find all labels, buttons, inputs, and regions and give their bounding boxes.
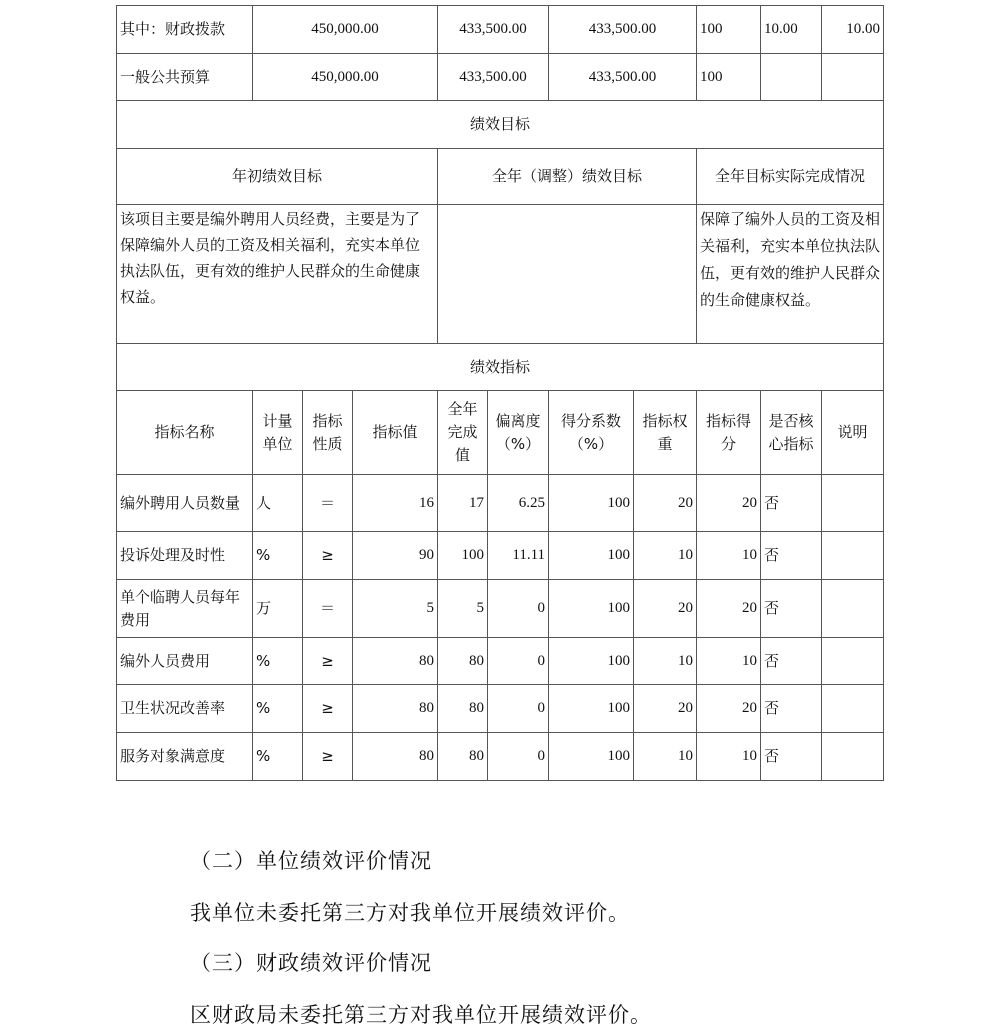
indicator-actual: 80: [438, 638, 488, 685]
indicator-name: 编外人员费用: [117, 638, 253, 685]
funding-value: [761, 54, 822, 101]
funding-value: 433,500.00: [438, 54, 549, 101]
goals-col-adjusted: 全年（调整）绩效目标: [438, 149, 697, 205]
indicators-section-title: 绩效指标: [117, 344, 884, 391]
indicator-target: 5: [353, 580, 438, 638]
indicator-target: 80: [353, 638, 438, 685]
indicator-deviation: 6.25: [488, 475, 549, 532]
indicator-deviation: 0: [488, 638, 549, 685]
indicator-coef: 100: [549, 532, 634, 580]
goals-adjusted-text: [438, 205, 697, 344]
indicator-unit: 万: [253, 580, 303, 638]
funding-value: 10.00: [822, 6, 884, 54]
table-row: [117, 685, 884, 733]
funding-value: 100: [697, 6, 761, 54]
funding-value: 100: [697, 54, 761, 101]
indicator-coef: 100: [549, 580, 634, 638]
indicator-actual: 17: [438, 475, 488, 532]
funding-row-general: [117, 54, 884, 101]
indicator-weight: 20: [634, 475, 697, 532]
goals-col-actual: 全年目标实际完成情况: [697, 149, 884, 205]
indicator-note: [822, 475, 884, 532]
indicator-score: 10: [697, 733, 761, 781]
indicator-coef: 100: [549, 685, 634, 733]
indicator-target: 80: [353, 685, 438, 733]
indicator-core: 否: [761, 733, 822, 781]
header-deviation: 偏离度（%）: [488, 391, 549, 475]
performance-table: [116, 5, 884, 781]
indicator-weight: 10: [634, 733, 697, 781]
indicator-note: [822, 580, 884, 638]
indicator-target: 80: [353, 733, 438, 781]
indicator-actual: 100: [438, 532, 488, 580]
indicator-name: 卫生状况改善率: [117, 685, 253, 733]
indicator-actual: 80: [438, 733, 488, 781]
goals-col-initial: 年初绩效目标: [117, 149, 438, 205]
header-name: 指标名称: [117, 391, 253, 475]
indicator-core: 否: [761, 532, 822, 580]
indicator-nature: ≥: [303, 638, 353, 685]
indicator-target: 90: [353, 532, 438, 580]
header-score: 指标得分: [697, 391, 761, 475]
indicator-core: 否: [761, 638, 822, 685]
funding-value: 10.00: [761, 6, 822, 54]
indicator-deviation: 0: [488, 733, 549, 781]
table-row: [117, 532, 884, 580]
indicator-weight: 20: [634, 580, 697, 638]
table-row: [117, 475, 884, 532]
indicator-core: 否: [761, 580, 822, 638]
indicator-score: 20: [697, 475, 761, 532]
indicator-deviation: 0: [488, 685, 549, 733]
indicator-unit: %: [253, 733, 303, 781]
indicator-note: [822, 532, 884, 580]
indicator-deviation: 0: [488, 580, 549, 638]
indicator-coef: 100: [549, 733, 634, 781]
funding-value: 450,000.00: [253, 6, 438, 54]
funding-value: [822, 54, 884, 101]
indicator-nature: ≥: [303, 532, 353, 580]
table-row: [117, 638, 884, 685]
header-target: 指标值: [353, 391, 438, 475]
header-coef: 得分系数（%）: [549, 391, 634, 475]
funding-value: 433,500.00: [438, 6, 549, 54]
funding-row-fiscal: [117, 6, 884, 54]
indicator-actual: 5: [438, 580, 488, 638]
indicator-name: 服务对象满意度: [117, 733, 253, 781]
funding-value: 433,500.00: [549, 6, 697, 54]
header-weight: 指标权重: [634, 391, 697, 475]
indicator-name: 单个临聘人员每年费用: [117, 580, 253, 638]
indicator-unit: %: [253, 638, 303, 685]
indicator-name: 投诉处理及时性: [117, 532, 253, 580]
indicator-nature: ≥: [303, 733, 353, 781]
section-text-unit-evaluation: 我单位未委托第三方对我单位开展绩效评价。: [190, 901, 630, 925]
header-actual: 全年完成值: [438, 391, 488, 475]
indicator-weight: 20: [634, 685, 697, 733]
indicator-nature: ＝: [303, 580, 353, 638]
indicator-note: [822, 733, 884, 781]
header-core: 是否核心指标: [761, 391, 822, 475]
indicators-header-row: [117, 391, 884, 475]
goals-actual-text: 保障了编外人员的工资及相关福利，充实本单位执法队伍，更有效的维护人民群众的生命健康权益。: [697, 205, 884, 344]
indicator-score: 10: [697, 638, 761, 685]
indicator-note: [822, 638, 884, 685]
section-heading-unit-evaluation: （二）单位绩效评价情况: [190, 849, 432, 873]
section-heading-fiscal-evaluation: （三）财政绩效评价情况: [190, 951, 432, 975]
indicator-actual: 80: [438, 685, 488, 733]
section-text-fiscal-evaluation: 区财政局未委托第三方对我单位开展绩效评价。: [190, 1003, 652, 1027]
funding-name: 其中：财政拨款: [117, 6, 253, 54]
indicator-nature: ≥: [303, 685, 353, 733]
header-note: 说明: [822, 391, 884, 475]
indicator-target: 16: [353, 475, 438, 532]
table-row: [117, 580, 884, 638]
indicator-unit: %: [253, 532, 303, 580]
funding-value: 450,000.00: [253, 54, 438, 101]
funding-name: 一般公共预算: [117, 54, 253, 101]
indicator-core: 否: [761, 475, 822, 532]
goals-section-title: 绩效目标: [117, 101, 884, 149]
indicator-score: 20: [697, 685, 761, 733]
indicator-core: 否: [761, 685, 822, 733]
indicator-weight: 10: [634, 532, 697, 580]
funding-value: 433,500.00: [549, 54, 697, 101]
indicator-deviation: 11.11: [488, 532, 549, 580]
goals-initial-text: 该项目主要是编外聘用人员经费，主要是为了保障编外人员的工资及相关福利，充实本单位执法队伍，更有效的维护人民群众的生命健康权益。: [117, 205, 438, 344]
indicator-name: 编外聘用人员数量: [117, 475, 253, 532]
indicator-nature: ＝: [303, 475, 353, 532]
table-row: [117, 733, 884, 781]
indicator-score: 20: [697, 580, 761, 638]
indicator-weight: 10: [634, 638, 697, 685]
indicator-score: 10: [697, 532, 761, 580]
indicator-coef: 100: [549, 638, 634, 685]
indicator-unit: 人: [253, 475, 303, 532]
indicator-coef: 100: [549, 475, 634, 532]
header-nature: 指标性质: [303, 391, 353, 475]
indicator-unit: %: [253, 685, 303, 733]
header-unit: 计量单位: [253, 391, 303, 475]
indicator-note: [822, 685, 884, 733]
